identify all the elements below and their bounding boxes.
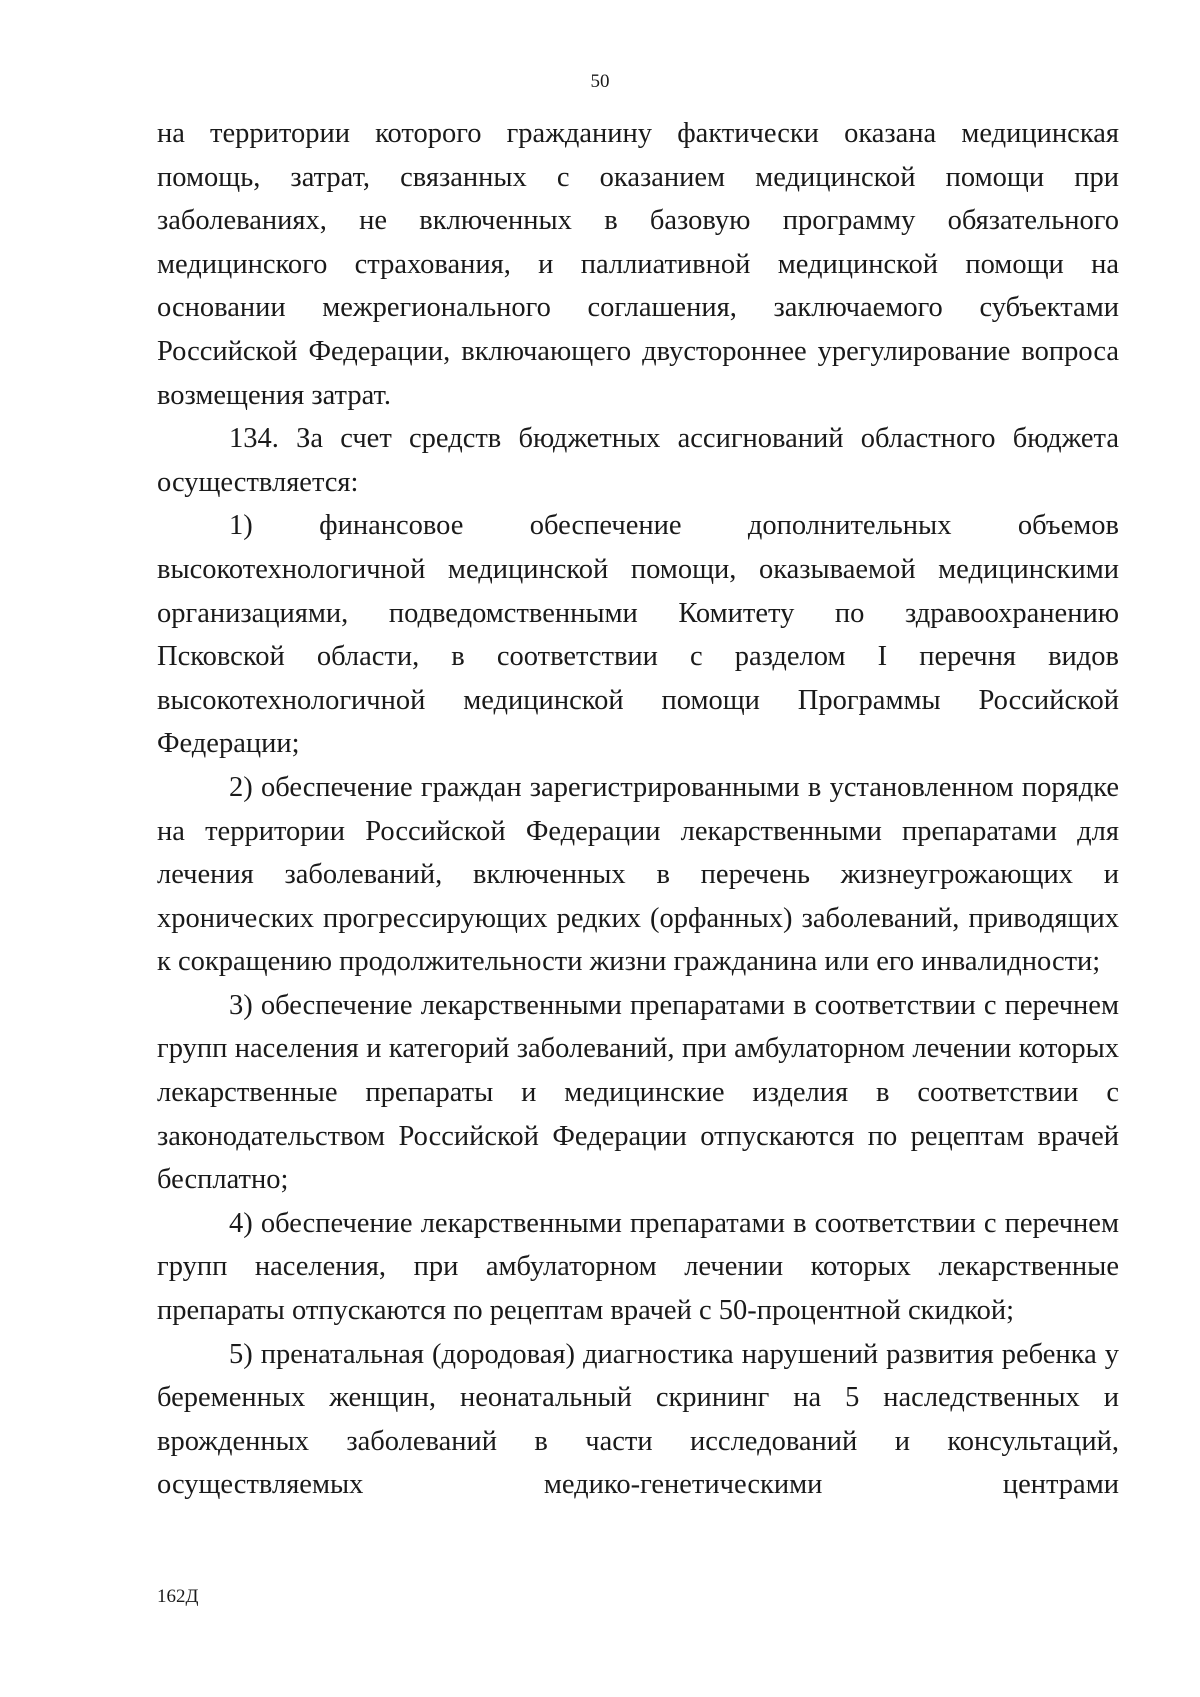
document-code: 162Д [157,1586,199,1607]
page-number: 50 [590,71,610,92]
paragraph-134: 134. За счет средств бюджетных ассигнований областного бюджета осуществляется: [157,423,1119,498]
list-item-5: 5) пренатальная (дородовая) диагностика нарушений развития ребенка у беременных женщин, неонатальный скрининг на 5 наследственных и врожденных заболеваний в части исследований и консультаций, осуществляемых медико-генетическими центрами [157,1338,1119,1501]
list-item-4: 4) обеспечение лекарственными препаратами в соответствии с перечнем групп населения, при амбулаторном лечении которых лекарственные препараты отпускаются по рецептам врачей с 50-процентной скидкой; [157,1207,1119,1327]
document-body [157,112,1119,1507]
list-item-1: 1) финансовое обеспечение дополнительных объемов высокотехнологичной медицинской помощи, оказываемой медицинскими организациями, подведомственными Комитету по здравоохранению Псковской области, в соответствии с разделом I перечня видов высокотехнологичной медицинской помощи Программы Российской Федерации; [157,510,1119,760]
list-item-3: 3) обеспечение лекарственными препаратами в соответствии с перечнем групп населения и категорий заболеваний, при амбулаторном лечении которых лекарственные препараты и медицинские изделия в соответствии с законодательством Российской Федерации отпускаются по рецептам врачей бесплатно; [157,989,1119,1196]
list-item-2: 2) обеспечение граждан зарегистрированными в установленном порядке на территории Российской Федерации лекарственными препаратами для лечения заболеваний, включенных в перечень жизнеугрожающих и хронических прогрессирующих редких (орфанных) заболеваний, приводящих к сокращению продолжительности жизни гражданина или его инвалидности; [157,771,1119,978]
paragraph-continuation: на территории которого гражданину фактически оказана медицинская помощь, затрат, связанных с оказанием медицинской помощи при заболеваниях, не включенных в базовую программу обязательного медицинского страхования, и паллиативной медицинской помощи на основании межрегионального соглашения, заключаемого субъектами Российской Федерации, включающего двустороннее урегулирование вопроса возмещения затрат. [157,118,1119,411]
